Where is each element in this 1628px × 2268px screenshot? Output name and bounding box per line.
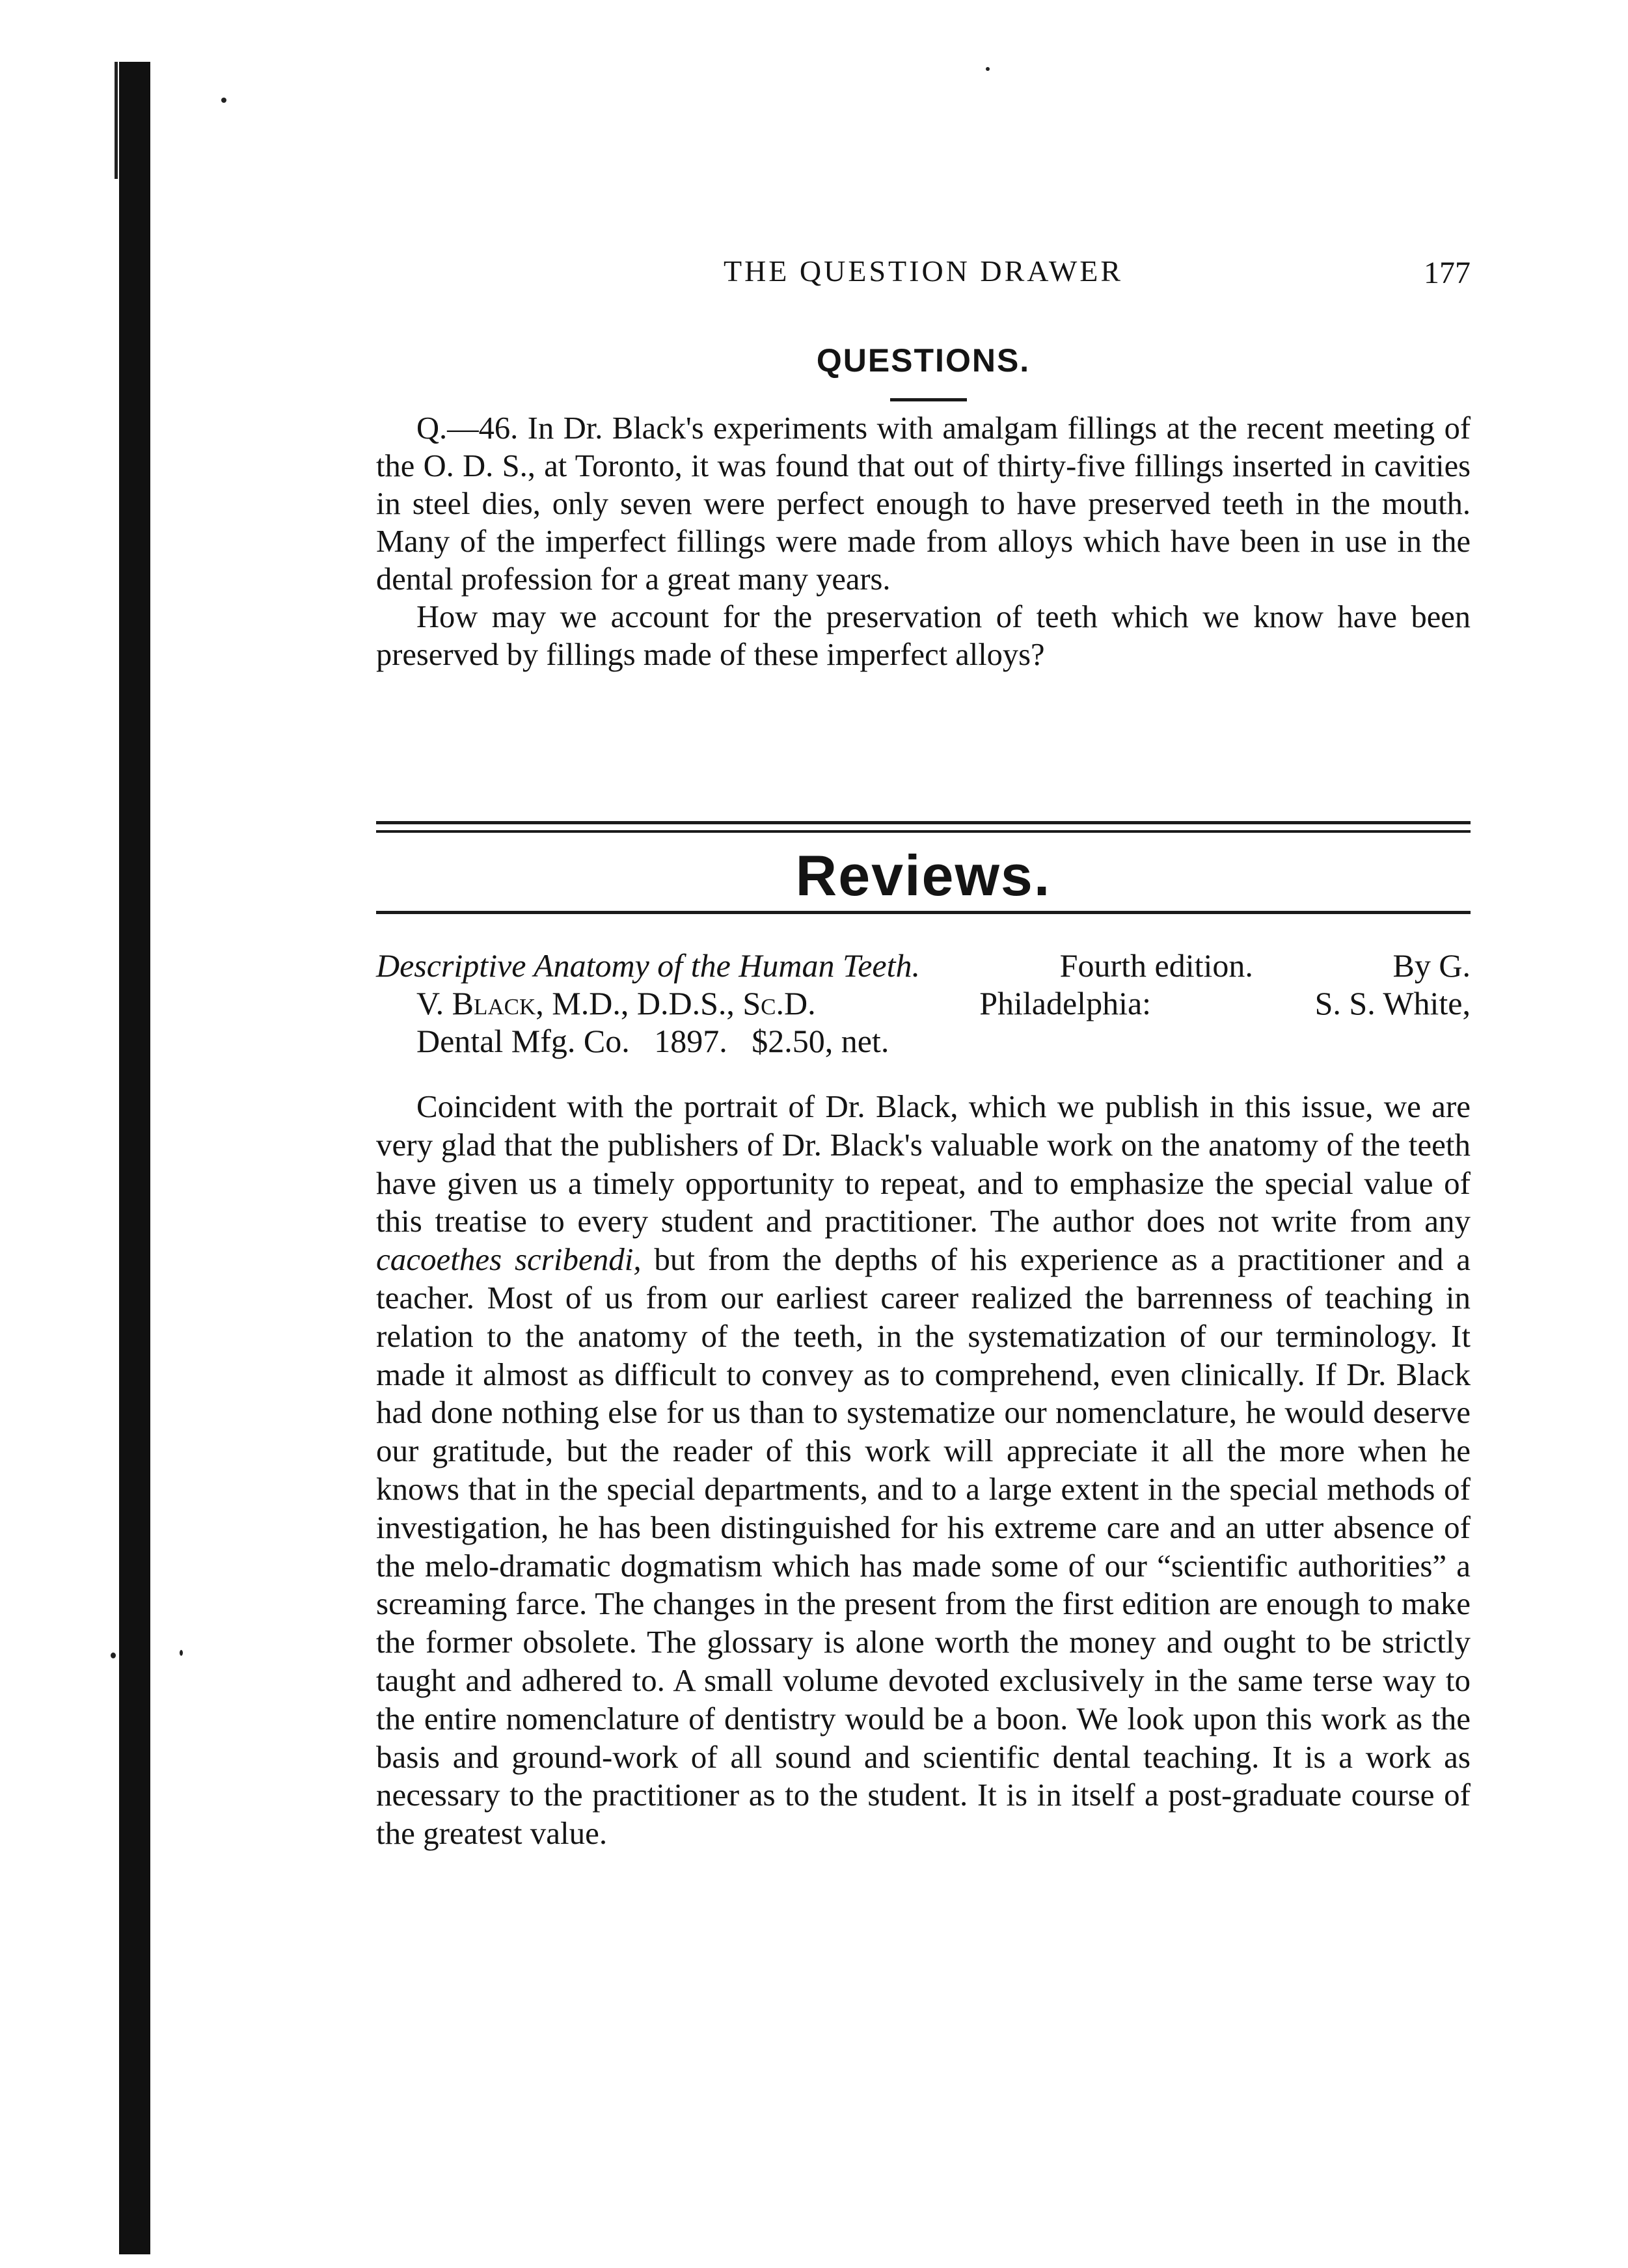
book-title: Descriptive Anatomy of the Human Teeth.	[376, 947, 920, 984]
scan-speck	[986, 67, 990, 71]
question-paragraph: Q.—46. In Dr. Black's experiments with amalgam fillings at the recent meeting of the O. D. S., at Toronto, it was found that out of thirty-five fillings inserted in cavities in steel dies, only seven were perfect enough to have preserved teeth in the mouth. Many of the imperfect fillings were made from alloys which have been in use in the dental profession for a great many years.	[376, 411, 1471, 597]
book-edition: Fourth edition.	[1059, 947, 1253, 984]
running-title: THE QUESTION DRAWER	[723, 254, 1124, 288]
book-citation	[376, 947, 1471, 1060]
book-price: $2.50, net.	[752, 1023, 889, 1059]
running-head	[376, 254, 1471, 299]
publisher-place: Philadelphia:	[979, 985, 1152, 1021]
question-block	[376, 410, 1471, 674]
section-divider-rule	[376, 821, 1471, 824]
review-text-part: but from the depths of his experience as a practitioner and a teacher. Most of us from our earliest career realized the barrenness of teaching in relation to the anatomy of the teeth, in the systematization of our terminology. It made it almost as difficult to convey as to comprehend, even clinically. If Dr. Black had done nothing else for us than to systematize our nomenclature, he would deserve our gratitude, but the reader of this work will appreciate it all the more when he knows that in the special departments, and to a large extent in the special methods of investigation, he has been distinguished for his extreme care and an utter absence of the melo-dramatic dogmatism which has made some of our “scientific authorities” a screaming farce. The changes in the present from the first edition are enough to make the former obsolete. The glossary is alone worth the money and ought to be strictly taught and adhered to. A small volume devoted exclusively in the same terse way to the entire nomenclature of dentistry would be a boon. We look upon this work as the basis and ground-work of all sound and scientific dental teaching. It is a work as necessary to the practitioner as to the student. It is in itself a post-graduate course of the greatest value.	[376, 1241, 1471, 1852]
review-paragraph	[376, 1088, 1471, 1853]
citation-line	[376, 984, 1471, 1022]
citation-line	[376, 1022, 1471, 1060]
citation-by: By G.	[1392, 947, 1471, 984]
review-latin-phrase: cacoethes scribendi,	[376, 1241, 642, 1278]
scan-speck	[111, 1653, 116, 1658]
reviews-rule	[376, 911, 1471, 914]
reviews-heading: Reviews.	[795, 843, 1051, 908]
citation-line	[376, 947, 1471, 984]
heading-rule	[890, 398, 967, 401]
publisher-name: S. S. White,	[1314, 985, 1471, 1021]
review-text	[376, 1088, 1471, 1853]
scan-speck	[221, 98, 226, 103]
review-text-part: Coincident with the portrait of Dr. Black, which we publish in this issue, we are very glad that the publishers of Dr. Black's valuable work on the anatomy of the teeth have given us a timely opportunity to repeat, and to emphasize the special value of this treatise to every student and practitioner. The author does not write from any	[376, 1088, 1471, 1239]
binding-edge-shadow	[119, 62, 150, 2254]
book-author: V. Black, M.D., D.D.S., Sc.D.	[416, 985, 816, 1021]
binding-edge-line	[115, 62, 118, 179]
page-number: 177	[1424, 256, 1471, 290]
questions-heading: QUESTIONS.	[816, 342, 1031, 379]
publisher-name-continued: Dental Mfg. Co.	[416, 1023, 630, 1059]
question-paragraph: How may we account for the preservation of teeth which we know have been preserved by fillings made of these imperfect alloys?	[376, 600, 1471, 672]
scan-speck	[180, 1650, 183, 1656]
section-divider-rule	[376, 830, 1471, 833]
publication-year: 1897.	[654, 1023, 727, 1059]
